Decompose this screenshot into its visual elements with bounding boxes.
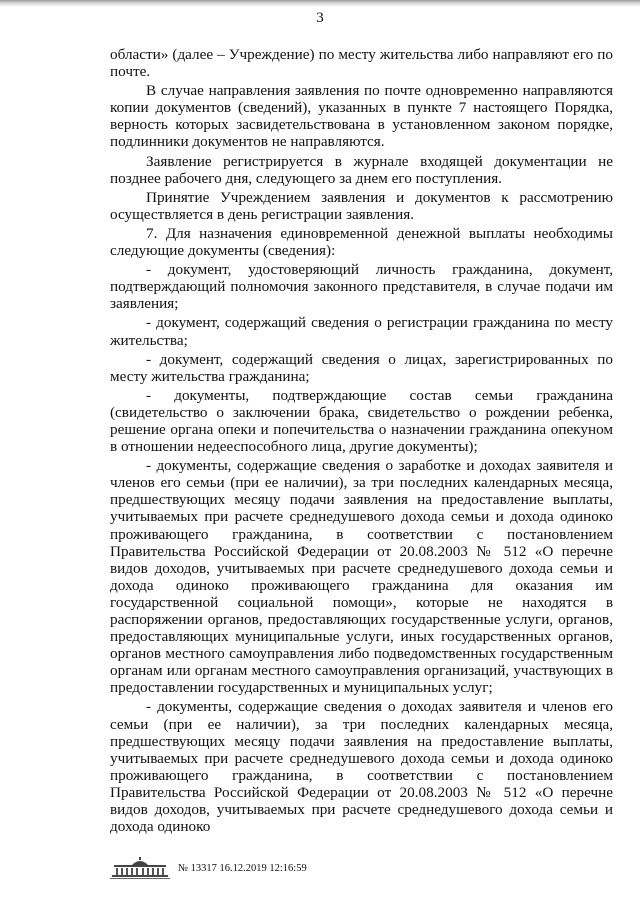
paragraph: области» (далее – Учреждение) по месту жительства либо направляют его по почте. xyxy=(110,46,613,81)
paragraph: Заявление регистрируется в журнале входящей документации не позднее рабочего дня, следующего за днем его поступления. xyxy=(110,152,613,187)
registration-stamp xyxy=(110,855,307,881)
government-building-icon xyxy=(110,856,170,880)
page-number: 3 xyxy=(316,10,324,26)
scan-edge xyxy=(0,0,640,7)
paragraph: В случае направления заявления по почте одновременно направляются копии документов (сведений), указанных в пункте 7 настоящего Порядка, верность которых засвидетельствована в установленном законом порядке, подлинники документов не направляются. xyxy=(110,82,613,151)
paragraph-section-7: 7. Для назначения единовременной денежной выплаты необходимы следующие документы (сведения): xyxy=(110,224,613,260)
list-item: - документ, удостоверяющий личность гражданина, документ, подтверждающий полномочия законного представителя, в случае подачи им заявления; xyxy=(110,261,613,313)
list-item: - документ, содержащий сведения о лицах, зарегистрированных по месту жительства гражданина; xyxy=(110,350,613,385)
list-item: - документы, подтверждающие состав семьи гражданина (свидетельство о заключении брака, свидетельство о рождении ребенка, решение органа опеки и попечительства о назначении гражданина опекуном в отношении недееспособного лица, другие документы); xyxy=(110,386,613,456)
list-item: - документы, содержащие сведения о доходах заявителя и членов его семьи (при ее наличии), за три последних календарных месяца, предшествующих месяцу подачи заявления на предоставление выплаты, учитываемых при расчете среднедушевого дохода семьи и дохода одиноко проживающего гражданина, в соответствии с постановлением Правительства Российской Федерации от 20.08.2003 № 512 «О перечне видов доходов, учитываемых при расчете среднедушевого дохода семьи и дохода одиноко xyxy=(110,698,613,836)
registration-number: № 13317 16.12.2019 12:16:59 xyxy=(178,862,307,874)
document-body xyxy=(110,46,613,835)
list-item: - документы, содержащие сведения о заработке и доходах заявителя и членов его семьи (при ее наличии), за три последних календарных месяца, предшествующих месяцу подачи заявления на предоставление выплаты, учитываемых при расчете среднедушевого дохода семьи и дохода одиноко проживающего гражданина, в соответствии с постановлением Правительства Российской Федерации от 20.08.2003 № 512 «О перечне видов доходов, учитываемых при расчете среднедушевого дохода семьи и дохода одиноко проживающего гражданина для оказания им государственной социальной помощи», которые не находятся в распоряжении органов, предоставляющих государственные услуги, органов, предоставляющих муниципальные услуги, иных государственных органов, органов местного самоуправления либо подведомственных государственным органам или органам местного самоуправления организаций, участвующих в предоставлении государственных и муниципальных услуг; xyxy=(110,457,613,697)
list-item: - документ, содержащий сведения о регистрации гражданина по месту жительства; xyxy=(110,314,613,349)
paragraph: Принятие Учреждением заявления и документов к рассмотрению осуществляется в день регистрации заявления. xyxy=(110,188,613,223)
